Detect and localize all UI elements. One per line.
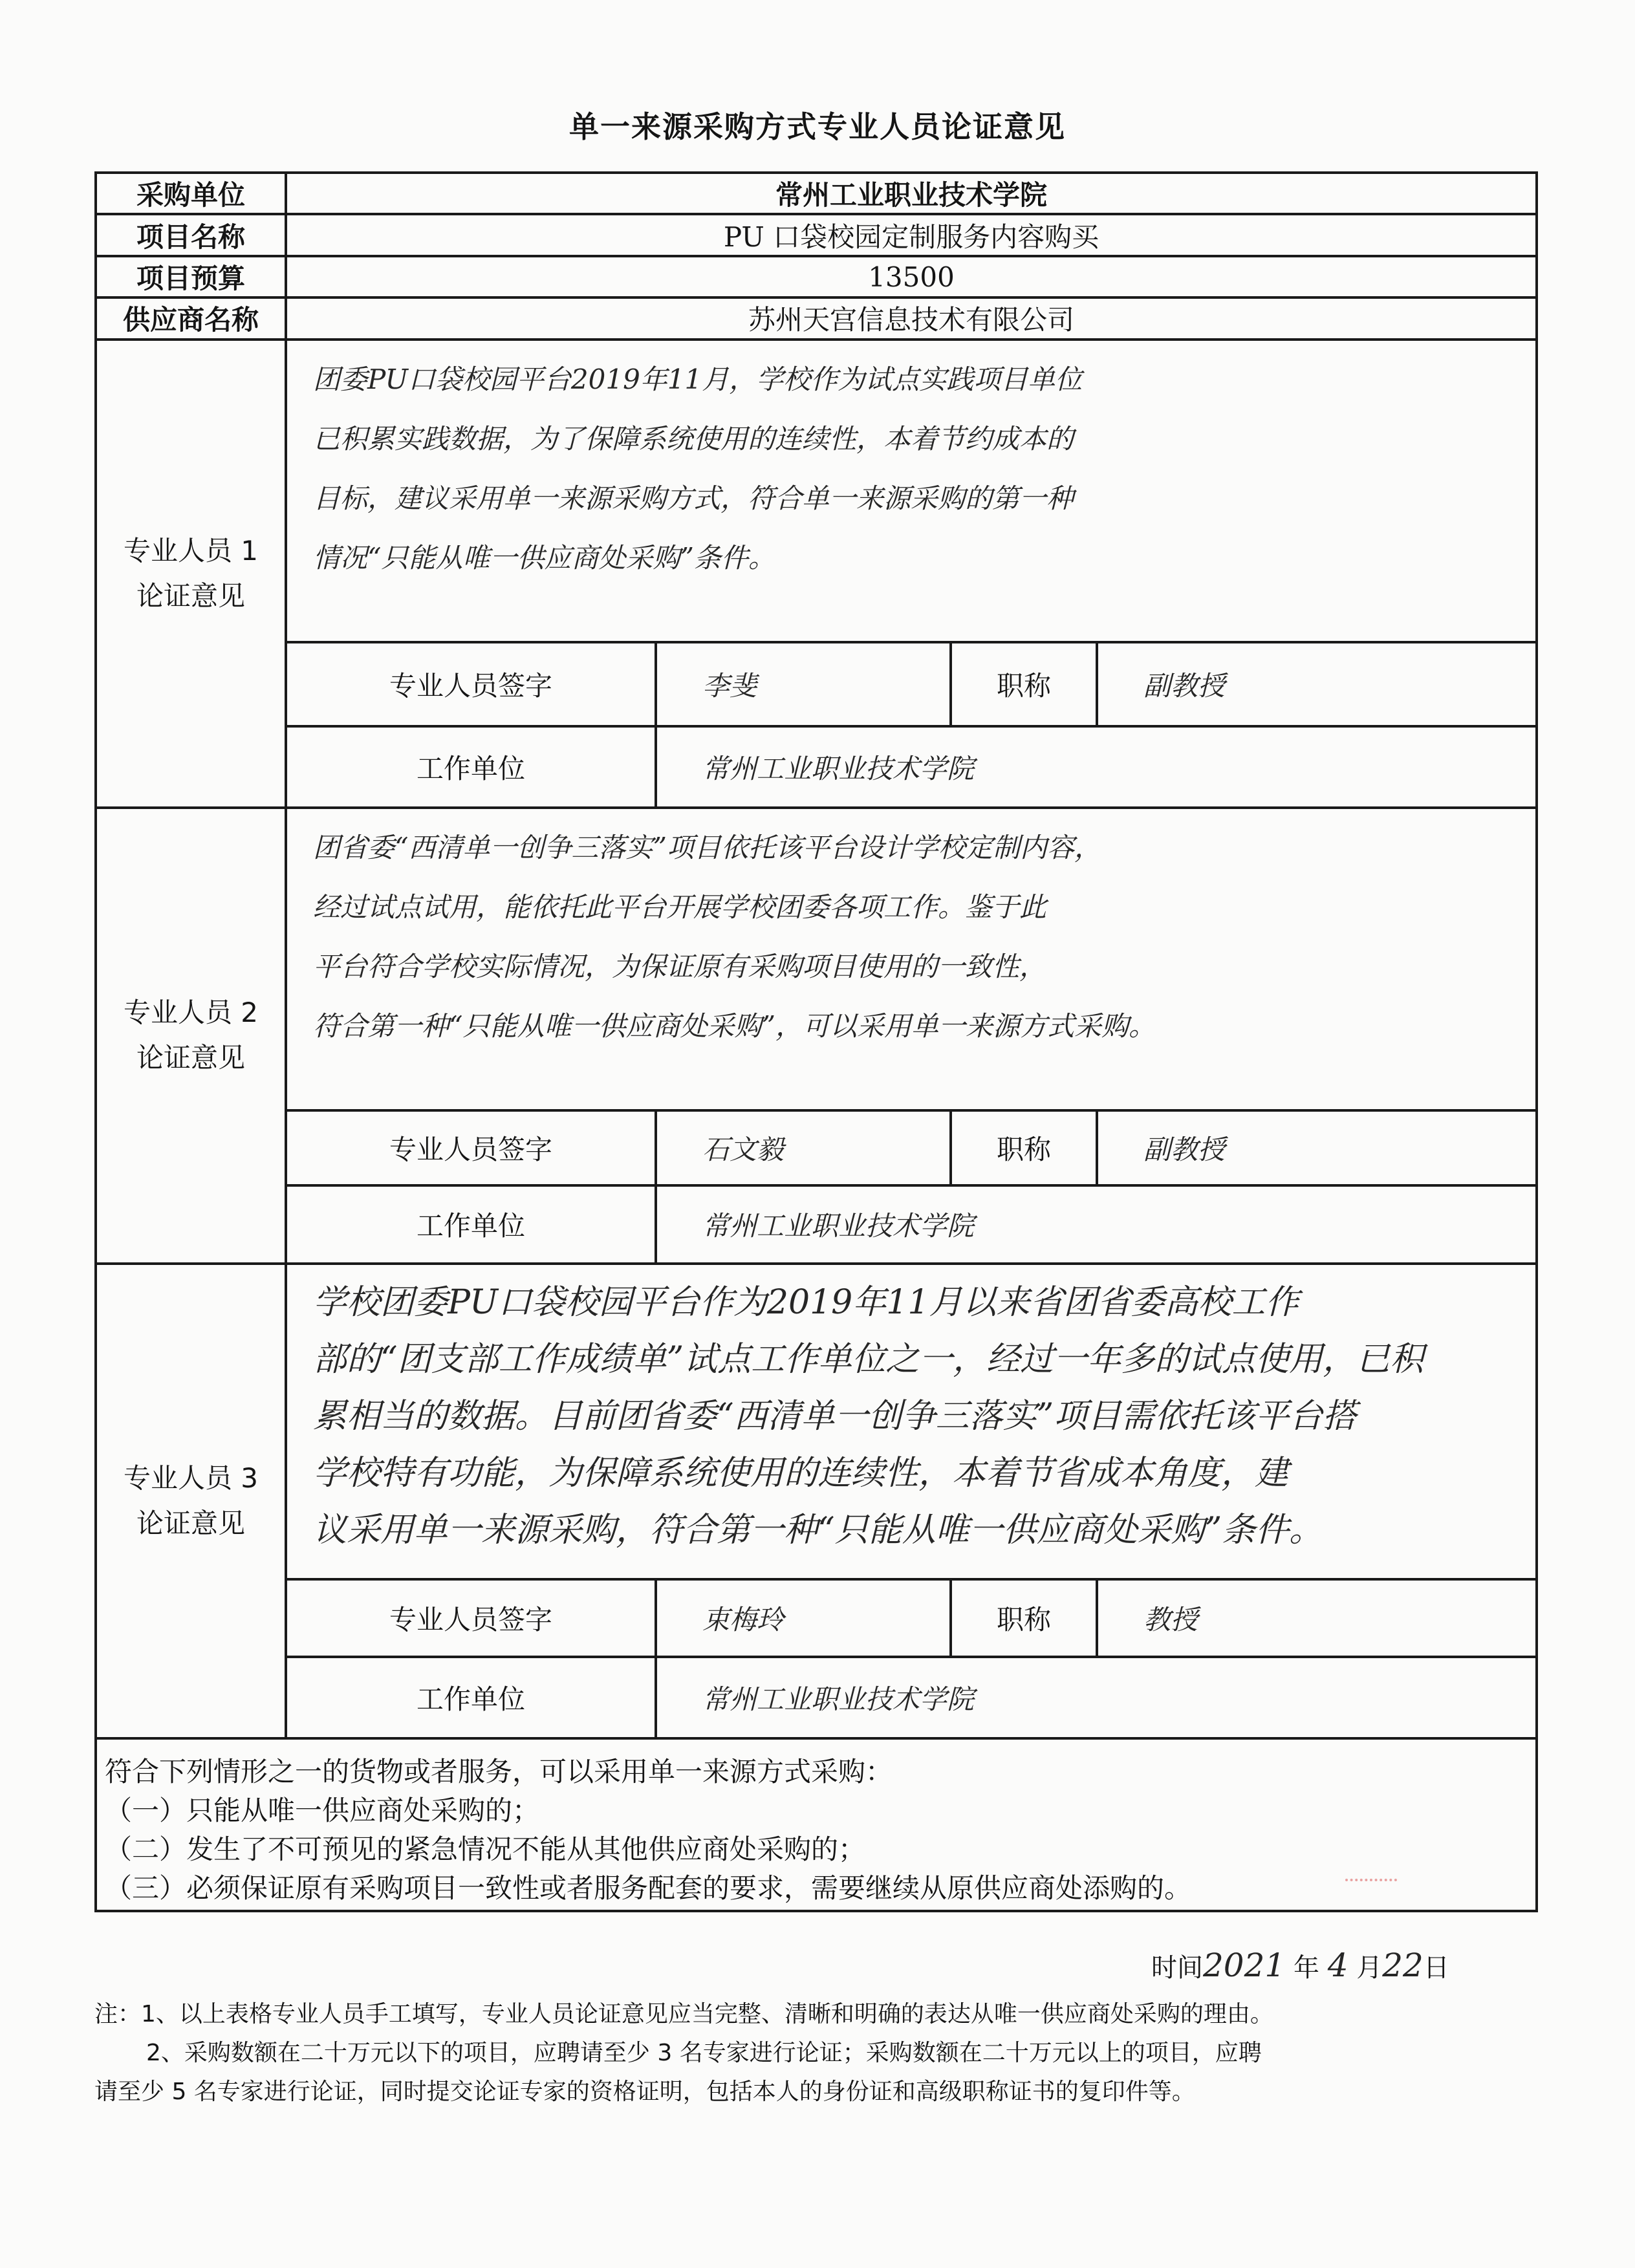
expert-1-job-title: 副教授 [1097,642,1537,727]
project-name-row [96,214,1537,255]
expert-1-opinion-row [96,340,1537,642]
supplier-label: 供应商名称 [96,297,286,339]
rules-intro: 符合下列情形之一的货物或者服务，可以采用单一来源方式采购： [105,1756,893,1788]
expert-3-work-unit-label: 工作单位 [286,1657,656,1738]
rule-item: （三）必须保证原有采购项目一致性或者服务配套的要求，需要继续从原供应商处添购的。 [105,1872,1192,1905]
expert-3-job-title: 教授 [1097,1579,1537,1658]
expert-2-job-title-label: 职称 [951,1110,1097,1185]
expert-1-work-unit-label: 工作单位 [286,726,656,808]
expert-2-signature-label: 专业人员签字 [286,1110,656,1185]
expert-2-opinion: 团省委“西清单一创争三落实”项目依托该平台设计学校定制内容， 经过试点试用，能依托此平台开展学校团委各项工作。鉴于此 平台符合学校实际情况，为保证原有采购项目使用的一致性， 符合第一种“只能从唯一供应商处采购”，可以采用单一来源方式采购。 [286,808,1537,1110]
budget-row [96,256,1537,297]
expert-3-signature-row [96,1579,1537,1658]
expert-3-signature: 束梅玲 [656,1579,951,1658]
note-line-1: 注：1、以上表格专业人员手工填写，专业人员论证意见应当完整、清晰和明确的表达从唯一供应商处采购的理由。 [94,2001,1273,2027]
rules-section [96,1738,1537,1911]
expert-3-section-label: 专业人员 3 论证意见 [96,1264,286,1739]
note-line-2: 2、采购数额在二十万元以下的项目，应聘请至少 3 名专家进行论证；采购数额在二十万元以上的项目，应聘 [146,2040,1262,2066]
project-name-value: PU 口袋校园定制服务内容购买 [286,214,1537,255]
expert-2-work-unit: 常州工业职业技术学院 [656,1185,1537,1264]
expert-1-signature: 李斐 [656,642,951,727]
expert-3-signature-label: 专业人员签字 [286,1579,656,1658]
rule-item: （二）发生了不可预见的紧急情况不能从其他供应商处采购的； [105,1833,866,1866]
expert-2-job-title: 副教授 [1097,1110,1537,1185]
purchaser-label: 采购单位 [96,173,286,214]
expert-3-job-title-label: 职称 [951,1579,1097,1658]
expert-1-opinion: 团委PU口袋校园平台2019年11月，学校作为试点实践项目单位 已积累实践数据，为了保障系统使用的连续性，本着节约成本的 目标，建议采用单一来源采购方式，符合单一来源采购的第一种 情况“只能从唯一供应商处采购”条件。 [286,340,1537,642]
note-line-3: 请至少 5 名专家进行论证，同时提交论证专家的资格证明，包括本人的身份证和高级职称证书的复印件等。 [94,2079,1195,2105]
supplier-value: 苏州天宫信息技术有限公司 [286,297,1537,339]
expert-2-work-unit-row [96,1185,1537,1264]
date-line [1151,1947,1449,1984]
date-month-unit: 月 [1356,1953,1383,1983]
date-year: 2021 [1203,1947,1286,1984]
date-month: 4 [1327,1947,1348,1984]
purchaser-row [96,173,1537,214]
expert-2-signature-row [96,1110,1537,1185]
rules-row [96,1738,1537,1911]
expert-1-signature-label: 专业人员签字 [286,642,656,727]
expert-2-signature: 石文毅 [656,1110,951,1185]
date-day: 22 [1382,1947,1424,1984]
expert-1-section-label: 专业人员 1 论证意见 [96,340,286,808]
expert-1-work-unit-row [96,726,1537,808]
expert-2-work-unit-label: 工作单位 [286,1185,656,1264]
supplier-row [96,297,1537,339]
expert-1-signature-row [96,642,1537,727]
project-name-label: 项目名称 [96,214,286,255]
expert-2-opinion-row [96,808,1537,1110]
footnotes [94,1995,1543,2111]
expert-1-work-unit: 常州工业职业技术学院 [656,726,1537,808]
date-prefix: 时间 [1151,1953,1203,1983]
certification-form-table [94,171,1538,1912]
budget-label: 项目预算 [96,256,286,297]
budget-value: 13500 [286,256,1537,297]
expert-3-opinion-row [96,1264,1537,1579]
expert-3-work-unit-row [96,1657,1537,1738]
page-title: 单一来源采购方式专业人员论证意见 [569,109,1066,144]
expert-3-opinion: 学校团委PU口袋校园平台作为2019年11月以来省团省委高校工作 部的“团支部工作成绩单”试点工作单位之一，经过一年多的试点使用，已积 累相当的数据。目前团省委“西清单一创争三落实”项目需依托该平台搭 学校特有功能，为保障系统使用的连续性，本着节省成本角度，建 议采用单一来源采购，符合第一种“只能从唯一供应商处采购”条件。 [286,1264,1537,1579]
date-day-unit: 日 [1423,1953,1449,1983]
date-year-unit: 年 [1293,1953,1319,1983]
rule-item: （一）只能从唯一供应商处采购的； [105,1795,540,1827]
expert-1-job-title-label: 职称 [951,642,1097,727]
purchaser-value: 常州工业职业技术学院 [286,173,1537,214]
faint-stamp-mark [1345,1879,1397,1885]
expert-3-work-unit: 常州工业职业技术学院 [656,1657,1537,1738]
expert-2-section-label: 专业人员 2 论证意见 [96,808,286,1263]
